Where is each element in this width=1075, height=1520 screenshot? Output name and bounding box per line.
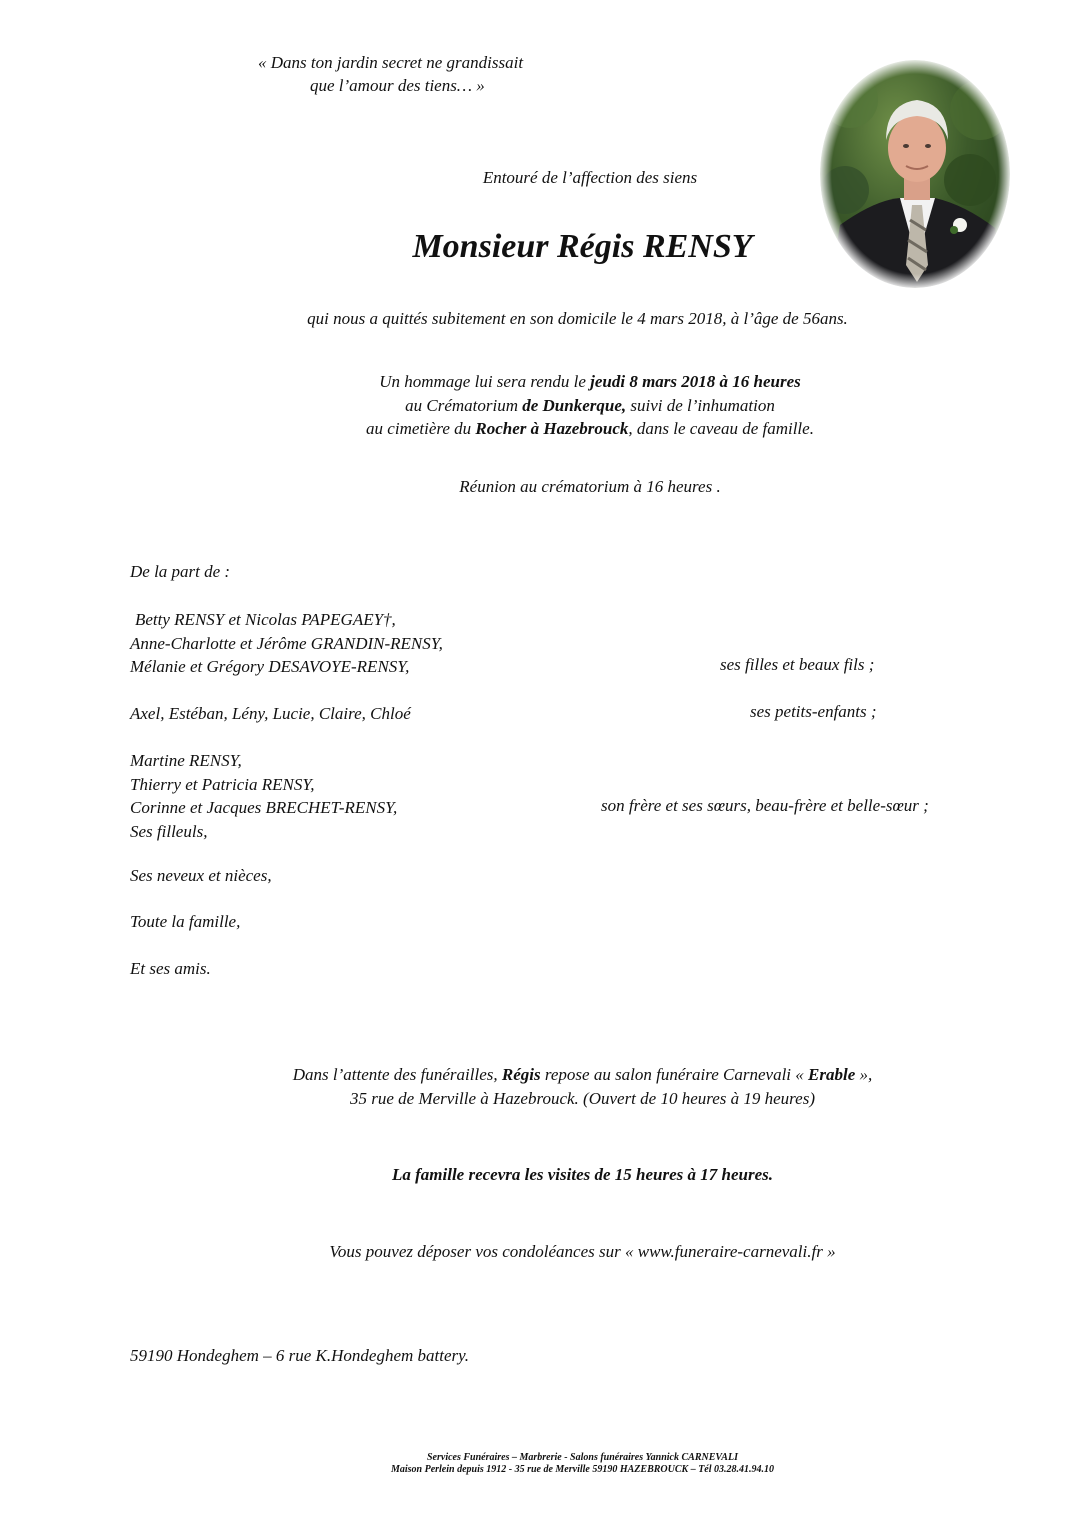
- visiting-hours-text: La famille recevra les visites de 15 heures à 17 heures.: [391, 1165, 774, 1184]
- epigraph-quote: [258, 51, 523, 97]
- family-name-line: Anne-Charlotte et Jérôme GRANDIN-RENSY,: [130, 633, 443, 653]
- tribute-line-3: [0, 417, 1075, 441]
- family-group-siblings: [130, 749, 397, 843]
- family-group-grandchildren: [130, 702, 411, 726]
- tribute-details: [0, 370, 1075, 441]
- from-label: De la part de :: [130, 562, 231, 581]
- tribute-text: au Crématorium: [405, 395, 523, 415]
- family-all: Toute la famille,: [130, 912, 241, 931]
- family-name-line: Ses filleuls,: [130, 821, 208, 841]
- wake-line-2: 35 rue de Merville à Hazebrouck. (Ouvert de 10 heures à 19 heures): [349, 1088, 815, 1108]
- intro-line: Entouré de l’affection des siens: [482, 168, 698, 187]
- family-nephews: Ses neveux et nièces,: [130, 866, 272, 885]
- wake-line-1: [0, 1063, 1075, 1087]
- family-name-line: Thierry et Patricia RENSY,: [130, 774, 315, 794]
- family-name-line: Axel, Estéban, Lény, Lucie, Claire, Chloé: [130, 704, 411, 723]
- wake-text: »,: [855, 1065, 873, 1084]
- wake-text: repose au salon funéraire Carnevali «: [540, 1065, 809, 1084]
- visiting-hours: [0, 1165, 1075, 1185]
- family-name-line: Corinne et Jacques BRECHET-RENSY,: [130, 798, 398, 817]
- tribute-line-1: [0, 370, 1075, 394]
- relation-label: ses petits-enfants ;: [750, 702, 877, 721]
- funeral-home-footer: [0, 1452, 1075, 1476]
- family-address: 59190 Hondeghem – 6 rue K.Hondeghem battery.: [130, 1346, 470, 1365]
- wake-details: [0, 1063, 1075, 1110]
- tribute-date: jeudi 8 mars 2018 à 16 heures: [590, 372, 801, 391]
- quote-line-1: « Dans ton jardin secret ne grandissait: [258, 53, 524, 72]
- relation-label: son frère et ses sœurs, beau-frère et belle-sœur ;: [601, 796, 929, 815]
- death-announcement: qui nous a quittés subitement en son domicile le 4 mars 2018, à l’âge de 56ans.: [307, 309, 848, 328]
- family-name-line: Martine RENSY,: [130, 751, 242, 770]
- cemetery-location: Rocher à Hazebrouck: [475, 419, 629, 438]
- footer-line-2: Maison Perlein depuis 1912 - 35 rue de Merville 59190 HAZEBROUCK – Tél 03.28.41.94.10: [390, 1464, 775, 1475]
- crematorium-location: de Dunkerque,: [522, 395, 627, 415]
- tribute-text: Un hommage lui sera rendu le: [379, 372, 591, 391]
- salon-room-name: Erable: [808, 1065, 856, 1084]
- relation-label: ses filles et beaux fils ;: [720, 655, 875, 674]
- wake-text: Dans l’attente des funérailles,: [292, 1065, 502, 1084]
- deceased-name: Monsieur Régis RENSY: [412, 228, 753, 265]
- quote-line-2: que l’amour des tiens… »: [310, 76, 485, 95]
- family-friends: Et ses amis.: [130, 959, 211, 978]
- family-group-daughters: [130, 608, 443, 679]
- deceased-first-name: Régis: [501, 1065, 541, 1084]
- tribute-text: suivi de l’inhumation: [626, 395, 775, 415]
- tribute-text: , dans le caveau de famille.: [628, 419, 814, 438]
- tribute-line-2: [0, 394, 1075, 418]
- condolences-note: Vous pouvez déposer vos condoléances sur « www.funeraire-carnevali.fr »: [329, 1242, 836, 1261]
- footer-line-1: Services Funéraires – Marbrerie - Salons funéraires Yannick CARNEVALI: [427, 1452, 738, 1463]
- tribute-text: au cimetière du: [366, 419, 476, 438]
- reunion-note: Réunion au crématorium à 16 heures .: [459, 477, 721, 496]
- family-name-line: Mélanie et Grégory DESAVOYE-RENSY,: [130, 657, 410, 676]
- family-name-line: Betty RENSY et Nicolas PAPEGAEY†,: [135, 610, 396, 629]
